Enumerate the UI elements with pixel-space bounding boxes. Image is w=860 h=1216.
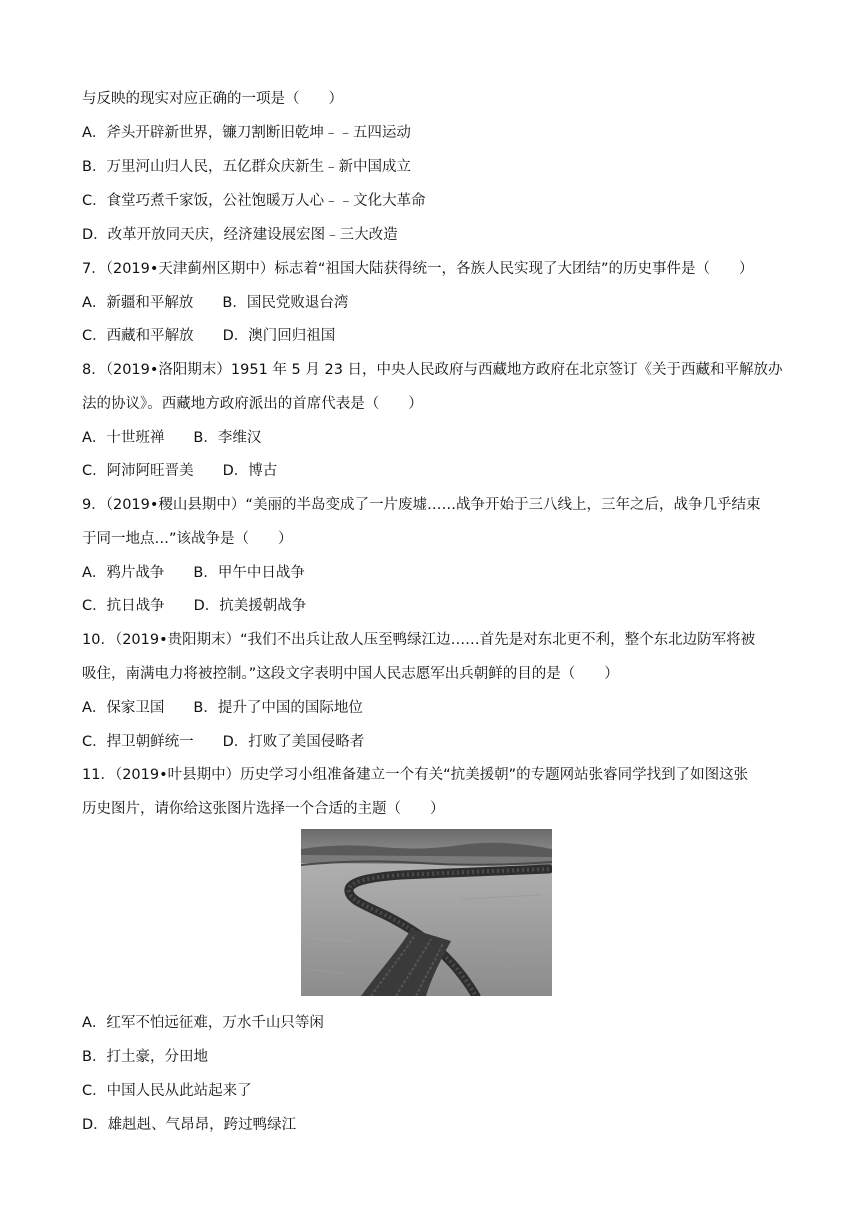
q11-option-c: C．中国人民从此站起来了 <box>82 1083 252 1099</box>
q9-options-ab: A．鸦片战争 B．甲午中日战争 <box>82 565 305 581</box>
historical-photo-troops-crossing-river <box>301 829 552 996</box>
q6-stem-continuation: 与反映的现实对应正确的一项是（ ） <box>82 91 343 107</box>
q11-option-b: B．打土豪，分田地 <box>82 1049 208 1065</box>
q7-options-cd: C．西藏和平解放 D．澳门回归祖国 <box>82 328 336 344</box>
q8-stem-line1: 8．（2019•洛阳期末）1951 年 5 月 23 日，中央人民政府与西藏地方政府在北京签订《关于西藏和平解放办 <box>82 362 783 378</box>
q7-stem: 7．（2019•天津蓟州区期中）标志着“祖国大陆获得统一，各族人民实现了大团结”的历史事件是（ ） <box>82 261 754 277</box>
q8-options-cd: C．阿沛阿旺晋美 D．博古 <box>82 463 278 479</box>
q10-stem-line1: 10．（2019•贵阳期末）“我们不出兵让敌人压至鸭绿江边……首先是对东北更不利，整个东北边防军将被 <box>82 632 756 648</box>
q6-option-b: B．万里河山归人民，五亿群众庆新生﹣新中国成立 <box>82 159 411 175</box>
q11-option-a: A．红军不怕远征难，万水千山只等闲 <box>82 1015 324 1031</box>
q11-stem-line2: 历史图片，请你给这张图片选择一个合适的主题（ ） <box>82 801 445 817</box>
q10-options-ab: A．保家卫国 B．提升了中国的国际地位 <box>82 700 363 716</box>
q7-options-ab: A．新疆和平解放 B．国民党败退台湾 <box>82 295 349 311</box>
q10-options-cd: C．捍卫朝鲜统一 D．打败了美国侵略者 <box>82 734 365 750</box>
q9-options-cd: C．抗日战争 D．抗美援朝战争 <box>82 598 307 614</box>
q6-option-a: A．斧头开辟新世界，镰刀割断旧乾坤﹣﹣五四运动 <box>82 125 411 141</box>
q9-stem-line1: 9．（2019•稷山县期中）“美丽的半岛变成了一片废墟……战争开始于三八线上，三年之后，战争几乎结束 <box>82 497 761 513</box>
q8-stem-line2: 法的协议》。西藏地方政府派出的首席代表是（ ） <box>82 396 423 412</box>
q10-stem-line2: 吸住，南满电力将被控制。”这段文字表明中国人民志愿军出兵朝鲜的目的是（ ） <box>82 666 619 682</box>
q6-option-d: D．改革开放同天庆，经济建设展宏图﹣三大改造 <box>82 227 398 243</box>
q9-stem-line2: 于同一地点…”该战争是（ ） <box>82 531 293 547</box>
q11-option-d: D．雄赳赳、气昂昂，跨过鸭绿江 <box>82 1117 297 1133</box>
q6-option-c: C．食堂巧煮千家饭，公社饱暖万人心﹣﹣文化大革命 <box>82 193 426 209</box>
q11-stem-line1: 11．（2019•叶县期中）历史学习小组准备建立一个有关“抗美援朝”的专题网站张睿同学找到了如图这张 <box>82 767 749 783</box>
q8-options-ab: A．十世班禅 B．李维汉 <box>82 430 262 446</box>
